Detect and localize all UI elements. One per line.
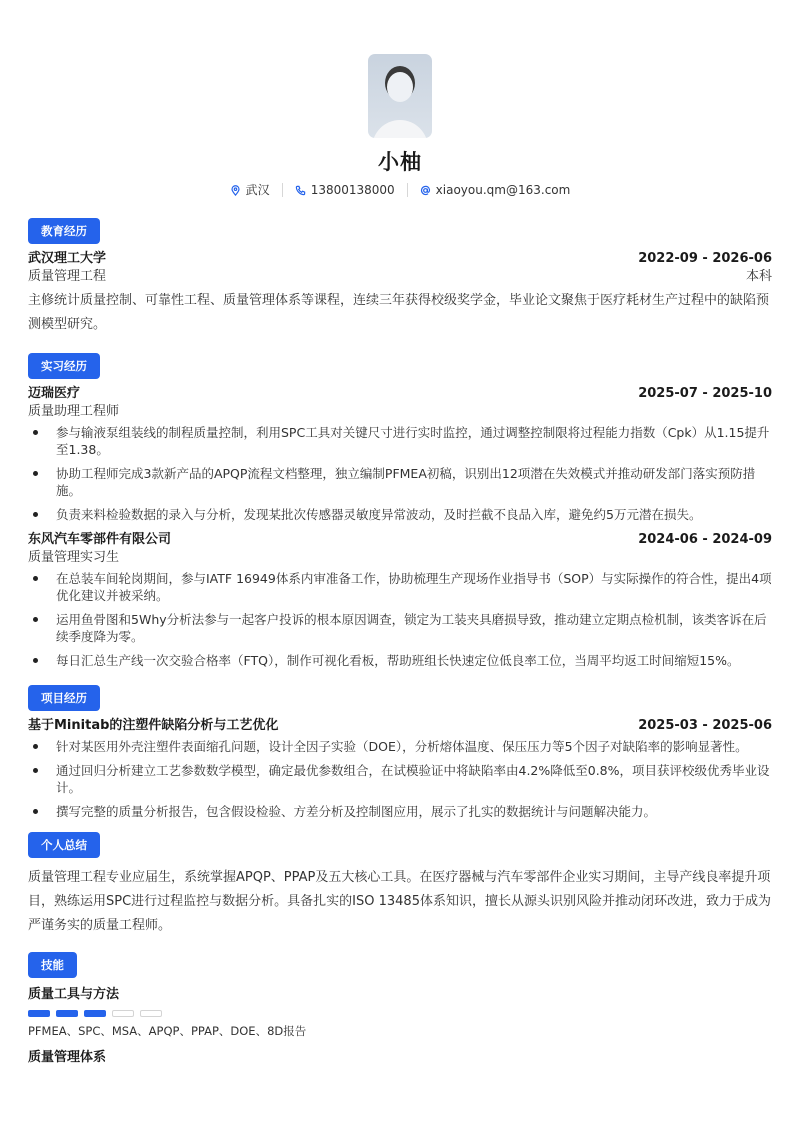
bullet-item: 在总装车间轮岗期间，参与IATF 16949体系内审准备工作，协助梳理生产现场作业指导书（SOP）与实际操作的符合性，提出4项优化建议并被采纳。 — [28, 570, 772, 604]
project-name: 基于Minitab的注塑件缺陷分析与工艺优化 — [28, 718, 279, 733]
skill-level-bars — [28, 1010, 772, 1017]
contact-divider — [282, 183, 283, 197]
email-text: xiaoyou.qm@163.com — [435, 183, 571, 197]
avatar — [368, 54, 432, 138]
contact-line — [28, 182, 772, 198]
project-dates: 2025-03 - 2025-06 — [638, 718, 772, 733]
contact-divider — [407, 183, 408, 197]
bullet-item: 每日汇总生产线一次交验合格率（FTQ），制作可视化看板，帮助班组长快速定位低良率工位，当周平均返工时间缩短15%。 — [28, 652, 772, 669]
avatar-head-shape — [387, 72, 413, 102]
bullet-item: 协助工程师完成3款新产品的APQP流程文档整理，独立编制PFMEA初稿，识别出12项潜在失效模式并推动研发部门落实预防措施。 — [28, 465, 772, 499]
education-description: 主修统计质量控制、可靠性工程、质量管理体系等课程，连续三年获得校级奖学金，毕业论文聚焦于医疗耗材生产过程中的缺陷预测模型研究。 — [28, 293, 770, 332]
internship-entry — [28, 385, 772, 523]
major: 质量管理工程 — [28, 269, 107, 284]
skill-name: 质量工具与方法 — [28, 987, 120, 1002]
avatar-shoulders-shape — [372, 120, 428, 138]
degree: 本科 — [745, 269, 772, 284]
at-sign-icon — [420, 185, 431, 196]
skill-item — [28, 1049, 772, 1067]
summary-section — [28, 832, 772, 938]
skill-level-segment-filled — [28, 1010, 50, 1017]
bullet-item: 参与输液泵组装线的制程质量控制，利用SPC工具对关键尺寸进行实时监控，通过调整控制限将过程能力指数（Cpk）从1.15提升至1.38。 — [28, 424, 772, 458]
skill-level-segment-empty — [112, 1010, 134, 1017]
internship-entry — [28, 531, 772, 669]
skill-level-segment-filled — [84, 1010, 106, 1017]
company-name: 东风汽车零部件有限公司 — [28, 532, 172, 547]
location-text: 武汉 — [245, 183, 270, 197]
skill-level-segment-empty — [140, 1010, 162, 1017]
internship-section — [28, 353, 772, 669]
bullet-item: 通过回归分析建立工艺参数数学模型，确定最优参数组合，在试模验证中将缺陷率由4.2%降低至0.8%，项目获评校级优秀毕业设计。 — [28, 762, 772, 796]
section-badge-project: 项目经历 — [28, 685, 100, 711]
contact-email — [420, 182, 571, 198]
project-entry — [28, 717, 772, 820]
bullet-list — [28, 738, 772, 820]
summary-text: 质量管理工程专业应届生，系统掌握APQP、PPAP及五大核心工具。在医疗器械与汽车零部件企业实习期间，主导产线良率提升项目，熟练运用SPC进行过程监控与数据分析。具备扎实的ISO 13485体系知识，擅长从源头识别风险并推动闭环改进，致力于成为严谨务实的质量工程师。 — [28, 870, 771, 933]
internship-dates: 2025-07 - 2025-10 — [638, 386, 772, 401]
skill-level-segment-filled — [56, 1010, 78, 1017]
candidate-name: 小柚 — [378, 150, 422, 174]
section-badge-education: 教育经历 — [28, 218, 100, 244]
phone-icon — [295, 185, 306, 196]
contact-phone — [295, 182, 395, 198]
education-entry — [28, 250, 772, 337]
section-badge-skills: 技能 — [28, 952, 77, 978]
skill-description: PFMEA、SPC、MSA、APQP、PPAP、DOE、8D报告 — [28, 1024, 307, 1038]
job-role: 质量管理实习生 — [28, 550, 120, 565]
resume-header — [28, 0, 772, 198]
internship-dates: 2024-06 - 2024-09 — [638, 532, 772, 547]
skill-name: 质量管理体系 — [28, 1050, 107, 1065]
bullet-item: 针对某医用外壳注塑件表面缩孔问题，设计全因子实验（DOE），分析熔体温度、保压压力等5个因子对缺陷率的影响显著性。 — [28, 738, 772, 755]
contact-location — [230, 182, 270, 198]
skills-section — [28, 952, 772, 1067]
bullet-list — [28, 570, 772, 669]
education-dates: 2022-09 - 2026-06 — [638, 251, 772, 266]
bullet-item: 负责来料检验数据的录入与分析，发现某批次传感器灵敏度异常波动，及时拦截不良品入库，避免约5万元潜在损失。 — [28, 506, 772, 523]
skill-item — [28, 986, 772, 1039]
section-badge-summary: 个人总结 — [28, 832, 100, 858]
bullet-item: 运用鱼骨图和5Why分析法参与一起客户投诉的根本原因调查，锁定为工装夹具磨损导致，推动建立定期点检机制，该类客诉在后续季度降为零。 — [28, 611, 772, 645]
bullet-item: 撰写完整的质量分析报告，包含假设检验、方差分析及控制图应用，展示了扎实的数据统计与问题解决能力。 — [28, 803, 772, 820]
school-name: 武汉理工大学 — [28, 251, 107, 266]
bullet-list — [28, 424, 772, 523]
company-name: 迈瑞医疗 — [28, 386, 81, 401]
project-section — [28, 685, 772, 820]
phone-text: 13800138000 — [310, 183, 395, 197]
education-section — [28, 218, 772, 337]
location-pin-icon — [230, 185, 241, 196]
job-role: 质量助理工程师 — [28, 404, 120, 419]
section-badge-internship: 实习经历 — [28, 353, 100, 379]
